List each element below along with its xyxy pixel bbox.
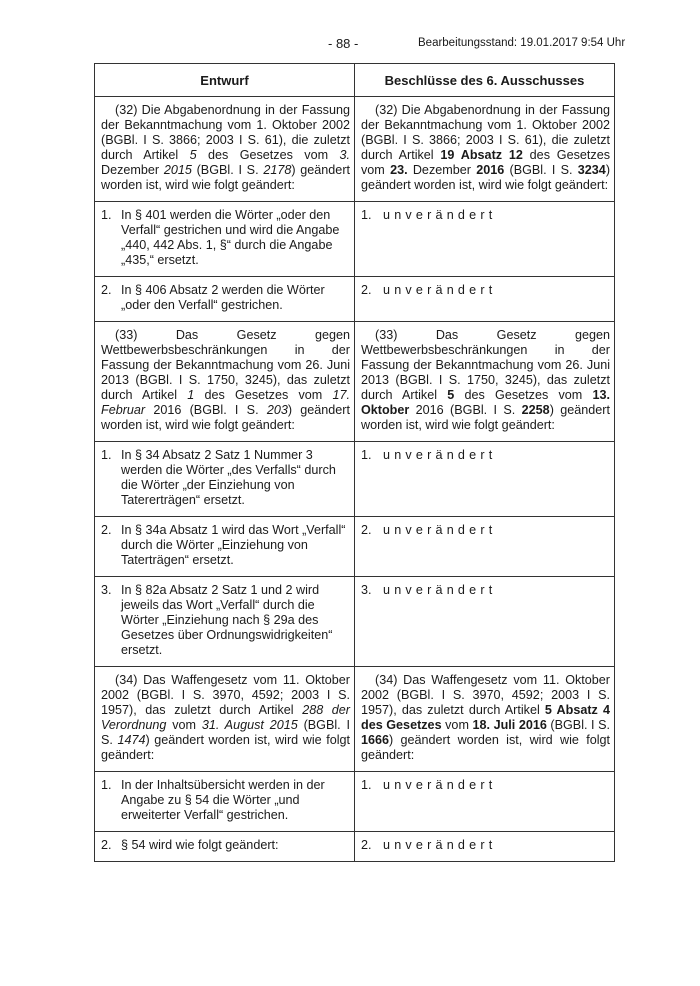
list-item <box>361 283 610 298</box>
item-number: 1. <box>101 208 112 222</box>
item-text: In § 406 Absatz 2 werden die Wörter „oder den Verfall“ gestrichen. <box>121 283 325 312</box>
paragraph-text <box>361 673 610 763</box>
list-item <box>361 523 610 538</box>
paragraph-text <box>101 328 350 433</box>
unchanged-label: unverändert <box>383 448 497 462</box>
draft-cell <box>95 202 355 277</box>
list-item <box>101 838 350 853</box>
text-run: des Gesetzes vom <box>196 148 340 162</box>
text-run: des Gesetzes vom <box>361 148 610 177</box>
draft-cell <box>95 97 355 202</box>
text-run: 1666 <box>361 733 390 747</box>
list-item <box>361 448 610 463</box>
text-run: des Gesetzes vom <box>194 388 333 402</box>
committee-cell <box>355 667 615 772</box>
list-item <box>101 583 350 658</box>
paragraph-text <box>101 673 350 763</box>
text-run: 31. August 2015 <box>201 718 298 732</box>
edit-status: Bearbeitungsstand: 19.01.2017 9:54 Uhr <box>418 37 626 49</box>
draft-cell <box>95 322 355 442</box>
text-run: vom <box>441 718 473 732</box>
list-item <box>101 448 350 508</box>
text-run: (33) Das Gesetz gegen Wettbewerbsbeschränkungen in der Fassung der Bekanntmachung vom 26. Juni 2013 (BGBl. I S. 1750, 3245), das zuletzt durch Artikel <box>361 328 610 402</box>
synopsis-table <box>94 63 615 862</box>
item-number: 1. <box>361 448 372 462</box>
text-run: 23. <box>390 163 408 177</box>
committee-cell <box>355 322 615 442</box>
text-run: 3. <box>339 148 350 162</box>
item-text: In § 401 werden die Wörter „oder den Verfall“ gestrichen und wird die Angabe „440, 442 Abs. 1, §“ durch die Angabe „435,“ ersetzt. <box>121 208 340 267</box>
text-run: 2015 <box>163 163 192 177</box>
item-number: 2. <box>361 838 372 852</box>
paragraph-text <box>361 328 610 433</box>
text-run: 1 <box>187 388 195 402</box>
text-run: ) geändert worden ist, wird wie folgt geändert: <box>361 403 610 432</box>
list-item <box>101 778 350 823</box>
text-run: ) geändert worden ist, wird wie folgt geändert: <box>101 403 350 432</box>
unchanged-label: unverändert <box>383 283 497 297</box>
text-run: 203 <box>266 403 288 417</box>
text-run: (32) Die Abgabenordnung in der Fassung der Bekanntmachung vom 1. Oktober 2002 (BGBl. I S. 3866; 2003 I S. 61), die zuletzt durch Artikel <box>361 103 610 162</box>
table-row <box>95 442 615 517</box>
text-run: 5 Absatz 4 des Gesetzes <box>361 703 610 732</box>
page-header <box>0 36 700 56</box>
item-number: 1. <box>361 778 372 792</box>
text-run: 2178 <box>263 163 292 177</box>
text-run: des Gesetzes vom <box>454 388 593 402</box>
text-run: (33) Das Gesetz gegen Wettbewerbsbeschränkungen in der Fassung der Bekanntmachung vom 26. Juni 2013 (BGBl. I S. 1750, 3245), das zuletzt durch Artikel <box>101 328 350 402</box>
text-run: 5 <box>189 148 197 162</box>
committee-cell <box>355 517 615 577</box>
text-run: ) geändert worden ist, wird wie folgt geändert: <box>361 163 611 192</box>
table-row <box>95 667 615 772</box>
table-row <box>95 577 615 667</box>
committee-cell <box>355 577 615 667</box>
committee-cell <box>355 832 615 862</box>
text-run: ) geändert worden ist, wird wie folgt geändert: <box>101 163 351 192</box>
item-text: In der Inhaltsübersicht werden in der Angabe zu § 54 die Wörter „und erweiterter Verfall“ gestrichen. <box>121 778 325 822</box>
table-row <box>95 772 615 832</box>
item-text: In § 34a Absatz 1 wird das Wort „Verfall“ durch die Wörter „Einziehung von Taterträgen“ ersetzt. <box>121 523 346 567</box>
text-run: 1474 <box>117 733 146 747</box>
text-run: (34) Das Waffengesetz vom 11. Oktober 2002 (BGBl. I S. 3970, 4592; 2003 I S. 1957), das zuletzt durch Artikel <box>101 673 350 717</box>
committee-cell <box>355 772 615 832</box>
committee-cell <box>355 442 615 517</box>
text-run: ) geändert worden ist, wird wie folgt geändert: <box>361 733 610 762</box>
item-number: 2. <box>101 283 112 297</box>
text-run: 2258 <box>521 403 550 417</box>
text-run: 2016 (BGBl. I S. <box>409 403 522 417</box>
draft-cell <box>95 832 355 862</box>
unchanged-label: unverändert <box>383 208 497 222</box>
text-run: (BGBl. I S. <box>546 718 611 732</box>
table-row <box>95 202 615 277</box>
item-number: 2. <box>101 838 112 852</box>
draft-cell <box>95 517 355 577</box>
item-number: 3. <box>101 583 112 597</box>
list-item <box>361 208 610 223</box>
text-run: (BGBl. I S. <box>191 163 264 177</box>
unchanged-label: unverändert <box>383 583 497 597</box>
text-run: 288 der Verordnung <box>101 703 350 732</box>
text-run: Dezember <box>101 163 164 177</box>
item-number: 2. <box>361 283 372 297</box>
table-body <box>95 97 615 862</box>
text-run: ) geändert worden ist, wird wie folgt geändert: <box>101 733 350 762</box>
committee-cell <box>355 97 615 202</box>
text-run: (BGBl. I S. <box>101 718 350 747</box>
table-row <box>95 322 615 442</box>
item-number: 2. <box>361 523 372 537</box>
text-run: 3234 <box>577 163 606 177</box>
draft-cell <box>95 442 355 517</box>
item-number: 2. <box>101 523 112 537</box>
list-item <box>361 838 610 853</box>
draft-cell <box>95 277 355 322</box>
unchanged-label: unverändert <box>383 523 497 537</box>
text-run: Dezember <box>407 163 477 177</box>
item-text: In § 82a Absatz 2 Satz 1 und 2 wird jeweils das Wort „Verfall“ durch die Wörter „Einziehung nach § 29a des Gesetzes über Ordnungswidrigkeiten“ ersetzt. <box>121 583 333 657</box>
item-number: 3. <box>361 583 372 597</box>
item-text: § 54 wird wie folgt geändert: <box>121 838 279 852</box>
list-item <box>361 778 610 793</box>
text-run: (34) Das Waffengesetz vom 11. Oktober 2002 (BGBl. I S. 3970, 4592; 2003 I S. 1957), das zuletzt durch Artikel <box>361 673 610 717</box>
item-number: 1. <box>101 448 112 462</box>
table-row <box>95 97 615 202</box>
unchanged-label: unverändert <box>383 778 497 792</box>
text-run: 2016 (BGBl. I S. <box>145 403 267 417</box>
list-item <box>101 283 350 313</box>
page-number: - 88 - <box>328 36 359 51</box>
text-run: 5 <box>447 388 455 402</box>
list-item <box>101 523 350 568</box>
list-item <box>361 583 610 598</box>
list-item <box>101 208 350 268</box>
column-header-committee: Beschlüsse des 6. Ausschusses <box>355 64 615 97</box>
draft-cell <box>95 577 355 667</box>
text-run: 13. Oktober <box>361 388 611 417</box>
item-number: 1. <box>101 778 112 792</box>
text-run: 17. Februar <box>101 388 351 417</box>
text-run: 2016 <box>476 163 505 177</box>
paragraph-text <box>101 103 350 193</box>
table-row <box>95 832 615 862</box>
text-run: (BGBl. I S. <box>504 163 578 177</box>
item-number: 1. <box>361 208 372 222</box>
unchanged-label: unverändert <box>383 838 497 852</box>
table-row <box>95 277 615 322</box>
paragraph-text <box>361 103 610 193</box>
text-run: vom <box>166 718 202 732</box>
text-run: 19 Absatz 12 <box>440 148 523 162</box>
committee-cell <box>355 202 615 277</box>
item-text: In § 34 Absatz 2 Satz 1 Nummer 3 werden die Wörter „des Verfalls“ durch die Wörter „der Einziehung von Tatererträgen“ ersetzt. <box>121 448 336 507</box>
text-run: 18. Juli 2016 <box>472 718 547 732</box>
draft-cell <box>95 667 355 772</box>
table-row <box>95 517 615 577</box>
text-run: (32) Die Abgabenordnung in der Fassung der Bekanntmachung vom 1. Oktober 2002 (BGBl. I S. 3866; 2003 I S. 61), die zuletzt durch Artikel <box>101 103 350 162</box>
column-header-draft: Entwurf <box>95 64 355 97</box>
committee-cell <box>355 277 615 322</box>
draft-cell <box>95 772 355 832</box>
